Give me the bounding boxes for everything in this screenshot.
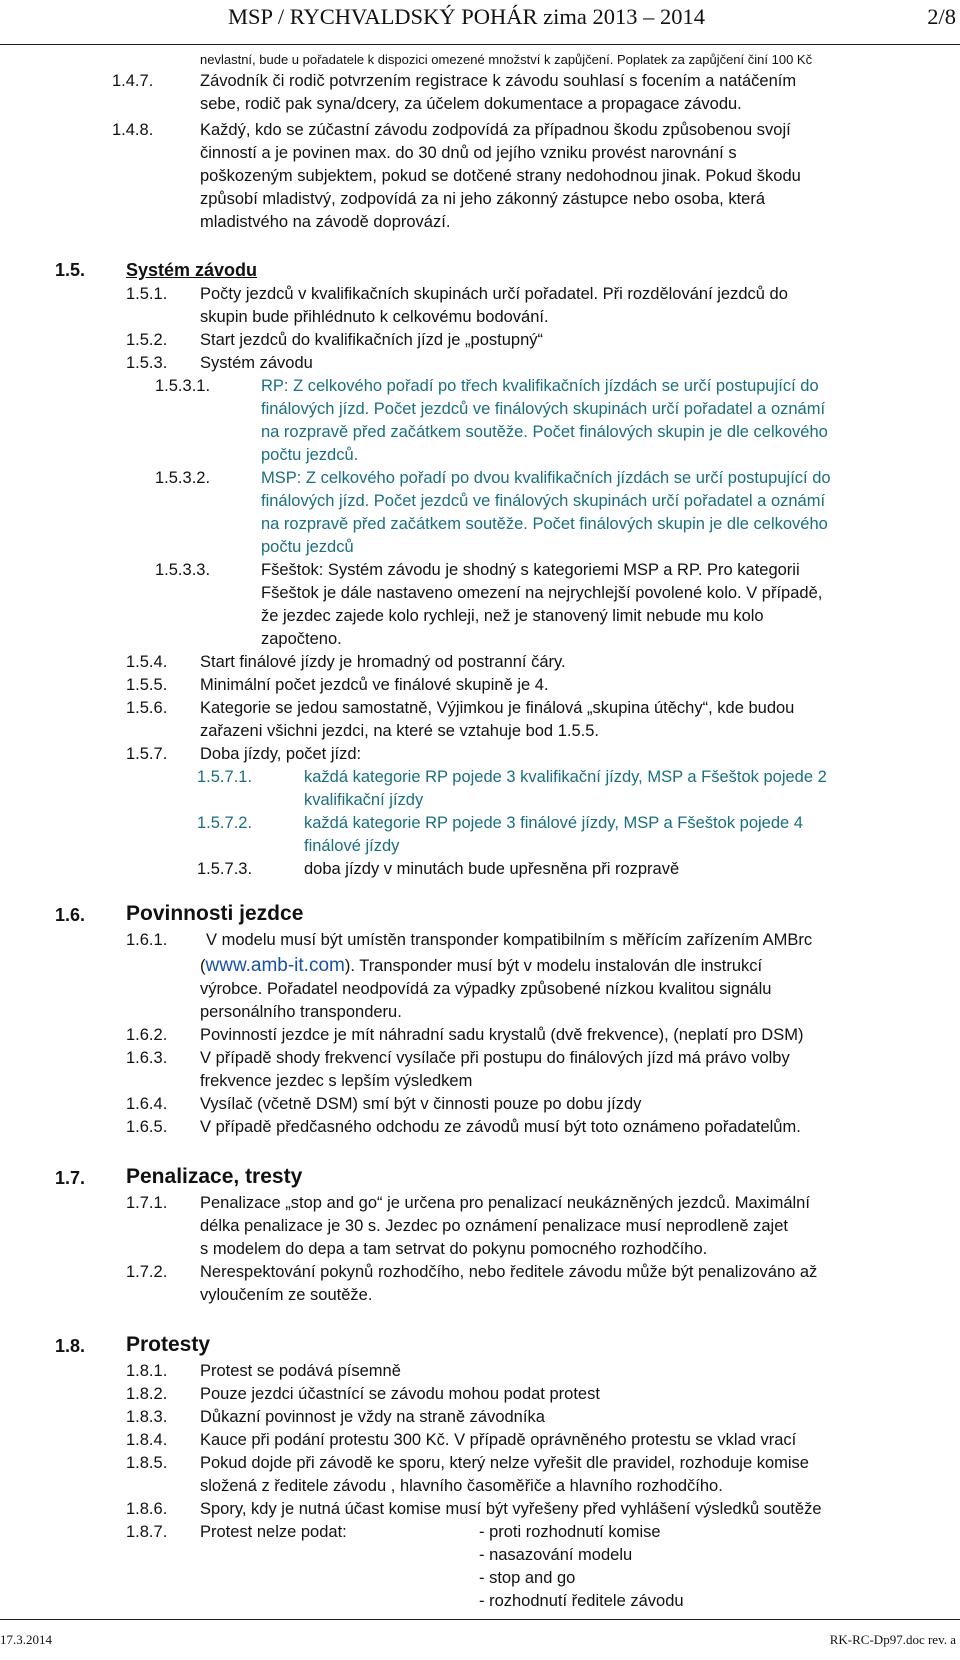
section-number: 1.6.5. [126, 1118, 168, 1136]
paragraph-line: MSP: Z celkového pořadí po dvou kvalifikačních jízdách se určí postupující do [261, 469, 831, 487]
paragraph-line: finálových jízd. Počet jezdců ve finálových skupinách určí pořadatel a oznámí [261, 400, 826, 418]
section-heading: Penalizace, tresty [126, 1165, 303, 1188]
section-number: 1.4.8. [112, 121, 154, 139]
paragraph-line: Důkazní povinnost je vždy na straně závodníka [200, 1408, 545, 1426]
paragraph-line: s modelem do depa a tam setrvat do pokynu pomocného rozhodčího. [200, 1240, 708, 1258]
section-number: 1.8. [55, 1336, 86, 1356]
paragraph-line: Povinností jezdce je mít náhradní sadu krystalů (dvě frekvence), (neplatí pro DSM) [200, 1026, 804, 1044]
section-number: 1.8.7. [126, 1523, 168, 1541]
paragraph-line: počtu jezdců [261, 538, 354, 556]
paragraph-text: ). Transponder musí být v modelu instalován dle instrukcí [344, 957, 763, 975]
section-number: 1.8.6. [126, 1500, 168, 1518]
page-footer [0, 1619, 960, 1660]
paragraph-line [200, 955, 762, 977]
paragraph-line: Spory, kdy je nutná účast komise musí být vyřešeny před vyhlášení výsledků soutěže [200, 1500, 822, 1518]
section-number: 1.5.3.2. [155, 469, 211, 487]
section-heading: Protesty [126, 1333, 211, 1356]
section-number: 1.5. [55, 260, 86, 280]
paragraph-line: Penalizace „stop and go“ je určena pro penalizací neukázněných jezdců. Maximální [200, 1194, 810, 1212]
paragraph-line: výrobce. Pořadatel neodpovídá za výpadky způsobené nízkou kvalitou signálu [200, 980, 772, 998]
section-number: 1.8.4. [126, 1431, 168, 1449]
paragraph-line: Počty jezdců v kvalifikačních skupinách určí pořadatel. Při rozdělování jezdců do [200, 285, 788, 303]
section-number: 1.7. [55, 1168, 86, 1188]
section-number: 1.5.1. [126, 285, 168, 303]
paragraph-line: V případě shody frekvencí vysílače při postupu do finálových jízd má právo volby [200, 1049, 790, 1067]
paragraph-line: personálního transponderu. [200, 1003, 402, 1021]
paragraph-line: doba jízdy v minutách bude upřesněna při rozpravě [304, 860, 680, 878]
section-number: 1.5.4. [126, 653, 168, 671]
paragraph-line: každá kategorie RP pojede 3 finálové jízdy, MSP a Fšeštok pojede 4 [304, 814, 803, 832]
section-number: 1.8.2. [126, 1385, 168, 1403]
paragraph-line: Fšeštok: Systém závodu je shodný s kategoriemi MSP a RP. Pro kategorii [261, 561, 800, 579]
paragraph-line: Pouze jezdci účastnící se závodu mohou podat protest [200, 1385, 600, 1403]
paragraph-line: finálové jízdy [304, 837, 400, 855]
section-number: 1.5.7.2. [197, 814, 253, 832]
paragraph-line: Nerespektování pokynů rozhodčího, nebo ředitele závodu může být penalizováno až [200, 1263, 818, 1281]
paragraph-line: V případě předčasného odchodu ze závodů musí být toto oznámeno pořadatelům. [200, 1118, 801, 1136]
paragraph-line: Protest nelze podat: [200, 1523, 347, 1541]
section-number: 1.5.3.1. [155, 377, 211, 395]
section-number: 1.7.2. [126, 1263, 168, 1281]
list-item: - stop and go [479, 1569, 576, 1587]
paragraph-line: délka penalizace je 30 s. Jezdec po oznámení penalizace musí neprodleně zajet [200, 1217, 788, 1235]
page-header [0, 0, 960, 45]
section-number: 1.7.1. [126, 1194, 168, 1212]
paragraph-line: počtu jezdců. [261, 446, 359, 464]
paragraph-line: vyloučením ze soutěže. [200, 1286, 373, 1304]
paragraph-line: frekvence jezdec s lepším výsledkem [200, 1072, 473, 1090]
section-number: 1.5.2. [126, 331, 168, 349]
paragraph-line: každá kategorie RP pojede 3 kvalifikační jízdy, MSP a Fšeštok pojede 2 [304, 768, 827, 786]
paragraph-line: Pokud dojde při závodě ke sporu, který nelze vyřešit dle pravidel, rozhoduje komise [200, 1454, 809, 1472]
list-item: - proti rozhodnutí komise [479, 1523, 661, 1541]
paragraph-line: poškozeným subjektem, pokud se dotčené strany nedohodnou jinak. Pokud škodu [200, 167, 801, 185]
section-number: 1.5.7.1. [197, 768, 253, 786]
section-number: 1.8.5. [126, 1454, 168, 1472]
section-number: 1.6.2. [126, 1026, 168, 1044]
paragraph-line: Systém závodu [200, 354, 313, 372]
list-item: - nasazování modelu [479, 1546, 633, 1564]
paragraph-line: Každý, kdo se zúčastní závodu zodpovídá za případnou škodu způsobenou svojí [200, 121, 791, 139]
section-number: 1.5.3. [126, 354, 168, 372]
paragraph-line: Kauce při podání protestu 300 Kč. V případě oprávněného protestu se vklad vrací [200, 1431, 797, 1449]
paragraph-line: způsobí mladistvý, zodpovídá za ni jeho zákonný zástupce nebo osoba, která [200, 190, 766, 208]
section-number: 1.6. [55, 905, 86, 925]
paragraph-line: složená z ředitele závodu , hlavního časoměřiče a hlavního rozhodčího. [200, 1477, 723, 1495]
section-number: 1.5.7. [126, 745, 168, 763]
paragraph-line: Start jezdců do kvalifikačních jízd je „postupný“ [200, 331, 543, 349]
list-item: - rozhodnutí ředitele závodu [479, 1592, 684, 1610]
section-number: 1.5.6. [126, 699, 168, 717]
paragraph-line: Doba jízdy, počet jízd: [200, 745, 362, 763]
paragraph-line: finálových jízd. Počet jezdců ve finálových skupinách určí pořadatel a oznámí [261, 492, 826, 510]
section-number: 1.6.1. [126, 931, 168, 949]
paragraph-line: skupin bude přihlédnuto k celkovému bodování. [200, 308, 549, 326]
section-number: 1.8.1. [126, 1362, 168, 1380]
paragraph-line: RP: Z celkového pořadí po třech kvalifikačních jízdách se určí postupující do [261, 377, 819, 395]
paren: ( [200, 957, 206, 975]
section-number: 1.5.7.3. [197, 860, 253, 878]
footer-doc-id: RK-RC-Dp97.doc rev. a [829, 1632, 956, 1647]
paragraph-line: Vysílač (včetně DSM) smí být v činnosti pouze po dobu jízdy [200, 1095, 642, 1113]
amb-link[interactable]: www.amb-it.com [205, 955, 345, 976]
section-number: 1.4.7. [112, 72, 154, 90]
section-heading: Systém závodu [126, 260, 258, 280]
section-number: 1.5.3.3. [155, 561, 211, 579]
paragraph-line: sebe, rodič pak syna/dcery, za účelem dokumentace a propagace závodu. [200, 95, 742, 113]
header-title: MSP / RYCHVALDSKÝ POHÁR zima 2013 – 2014 [228, 4, 705, 29]
paragraph-line: Minimální počet jezdců ve finálové skupině je 4. [200, 676, 549, 694]
paragraph-line: Start finálové jízdy je hromadný od postranní čáry. [200, 653, 566, 671]
paragraph-line: Kategorie se jedou samostatně, Výjimkou je finálová „skupina útěchy“, kde budou [200, 699, 795, 717]
section-number: 1.6.4. [126, 1095, 168, 1113]
paragraph-line: Protest se podává písemně [200, 1362, 401, 1380]
paragraph-line: Fšeštok je dále nastaveno omezení na nejrychlejší povolené kolo. V případě, [261, 584, 823, 602]
paragraph-line: činností a je povinen max. do 30 dnů od jejího vzniku provést narovnání s [200, 144, 737, 162]
section-number: 1.6.3. [126, 1049, 168, 1067]
paragraph-line: mladistvého na závodě doprovází. [200, 213, 451, 231]
paragraph-line: že jezdec zajede kolo rychleji, než je stanovený limit nebude mu kolo [261, 607, 764, 625]
paragraph-line: zařazeni všichni jezdci, na které se vztahuje bod 1.5.5. [200, 722, 599, 740]
intro-line: nevlastní, bude u pořadatele k dispozici omezené množství k zapůjčení. Poplatek za zapůjčení činí 100 Kč [200, 52, 813, 67]
section-heading: Povinnosti jezdce [126, 902, 304, 925]
paragraph-line: V modelu musí být umístěn transponder kompatibilním s měřícím zařízením AMBrc [206, 931, 813, 949]
page-number: 2/8 [927, 4, 956, 29]
footer-date: 17.3.2014 [0, 1632, 52, 1647]
paragraph-line: na rozpravě před začátkem soutěže. Počet finálových skupin je dle celkového [261, 423, 828, 441]
section-number: 1.5.5. [126, 676, 168, 694]
paragraph-line: započteno. [261, 630, 342, 648]
section-number: 1.8.3. [126, 1408, 168, 1426]
paragraph-line: na rozpravě před začátkem soutěže. Počet finálových skupin je dle celkového [261, 515, 828, 533]
paragraph-line: Závodník či rodič potvrzením registrace k závodu souhlasí s focením a natáčením [200, 72, 797, 90]
paragraph-line: kvalifikační jízdy [304, 791, 424, 809]
